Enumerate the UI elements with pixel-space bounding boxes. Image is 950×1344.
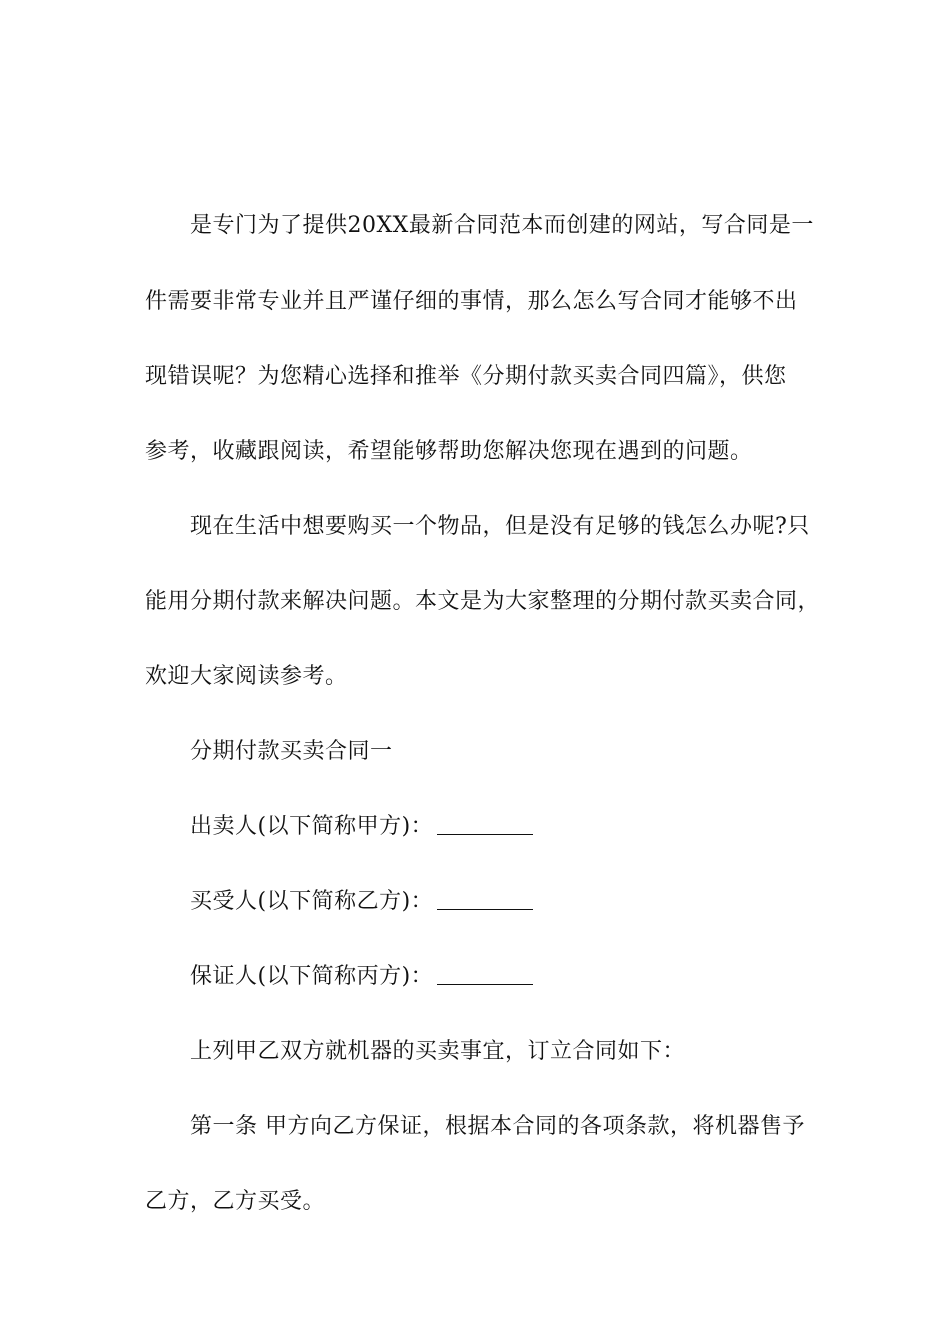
- intro-line-4: 参考，收藏跟阅读，希望能够帮助您解决您现在遇到的问题。: [145, 439, 753, 464]
- intro-line-3: 现错误呢？为您精心选择和推举《分期付款买卖合同四篇》，供您: [145, 364, 787, 389]
- article-1-line-1: 第一条 甲方向乙方保证，根据本合同的各项条款，将机器售予: [190, 1114, 805, 1139]
- buyer-label: 买受人(以下简称乙方)：: [190, 889, 434, 914]
- intro-line-2: 件需要非常专业并且严谨仔细的事情，那么怎么写合同才能够不出: [145, 289, 798, 314]
- contract-preamble: 上列甲乙双方就机器的买卖事宜，订立合同如下：: [190, 1039, 686, 1064]
- preface-line-3: 欢迎大家阅读参考。: [145, 664, 348, 689]
- contract-heading: 分期付款买卖合同一: [190, 739, 393, 764]
- buyer-blank: [437, 891, 533, 910]
- seller-label: 出卖人(以下简称甲方)：: [190, 814, 434, 839]
- guarantor-blank: [437, 966, 533, 985]
- preface-line-2: 能用分期付款来解决问题。本文是为大家整理的分期付款买卖合同，: [145, 589, 821, 614]
- preface-line-1: 现在生活中想要购买一个物品，但是没有足够的钱怎么办呢?只: [190, 514, 810, 539]
- seller-blank: [437, 816, 533, 835]
- buyer-line: [190, 889, 533, 915]
- intro-line-1: 是专门为了提供20XX最新合同范本而创建的网站，写合同是一: [190, 213, 814, 238]
- article-1-line-2: 乙方，乙方买受。: [145, 1189, 326, 1214]
- guarantor-line: [190, 964, 533, 990]
- guarantor-label: 保证人(以下简称丙方)：: [190, 964, 434, 989]
- seller-line: [190, 814, 533, 840]
